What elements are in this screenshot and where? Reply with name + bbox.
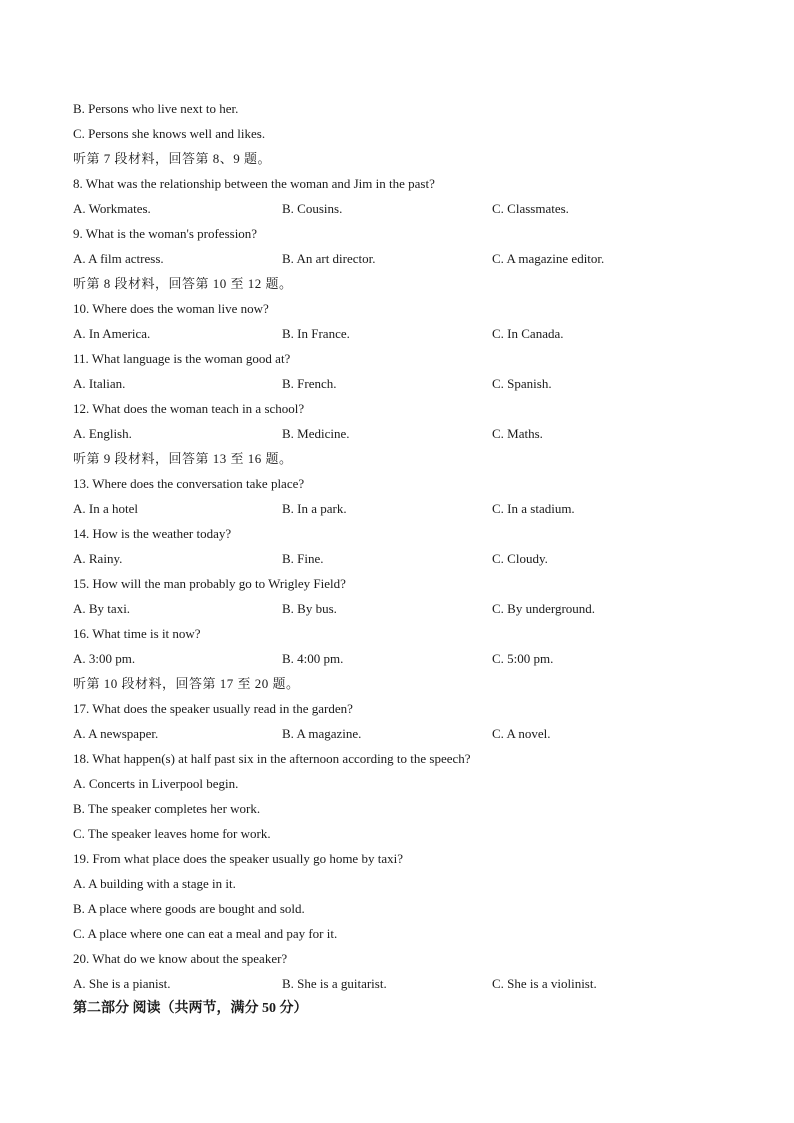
option-14c: C. Cloudy. — [492, 551, 548, 566]
option-15c: C. By underground. — [492, 601, 596, 616]
option-14b: B. Fine. — [282, 551, 324, 566]
options-9 — [73, 249, 753, 274]
option-8a: A. Workmates. — [73, 201, 151, 216]
question-14: 14. How is the weather today? — [73, 526, 232, 541]
instruction-section-8: 听第 8 段材料，回答第 10 至 12 题。 — [73, 276, 293, 291]
options-20 — [73, 974, 753, 999]
option-17b: B. A magazine. — [282, 726, 362, 741]
option-12c: C. Maths. — [492, 426, 543, 441]
option-13b: B. In a park. — [282, 501, 347, 516]
option-8b: B. Cousins. — [282, 201, 343, 216]
option-12a: A. English. — [73, 426, 132, 441]
option-9b: B. An art director. — [282, 251, 376, 266]
question-12: 12. What does the woman teach in a school? — [73, 401, 305, 416]
option-12b: B. Medicine. — [282, 426, 350, 441]
instruction-section-7: 听第 7 段材料，回答第 8、9 题。 — [73, 151, 272, 166]
option-16c: C. 5:00 pm. — [492, 651, 554, 666]
option-7c: C. Persons she knows well and likes. — [73, 126, 266, 141]
exam-page — [73, 99, 753, 1024]
option-17a: A. A newspaper. — [73, 726, 159, 741]
options-16 — [73, 649, 753, 674]
option-11b: B. French. — [282, 376, 337, 391]
option-13a: A. In a hotel — [73, 501, 138, 516]
question-17: 17. What does the speaker usually read in the garden? — [73, 701, 353, 716]
option-20b: B. She is a guitarist. — [282, 976, 387, 991]
option-16a: A. 3:00 pm. — [73, 651, 136, 666]
option-15b: B. By bus. — [282, 601, 337, 616]
option-10b: B. In France. — [282, 326, 350, 341]
option-17c: C. A novel. — [492, 726, 551, 741]
section-2-heading: 第二部分 阅读（共两节，满分 50 分） — [73, 1001, 308, 1016]
option-11a: A. Italian. — [73, 376, 126, 391]
option-19b: B. A place where goods are bought and sold. — [73, 901, 305, 916]
options-15 — [73, 599, 753, 624]
option-20a: A. She is a pianist. — [73, 976, 171, 991]
option-19a: A. A building with a stage in it. — [73, 876, 236, 891]
option-13c: C. In a stadium. — [492, 501, 575, 516]
option-18c: C. The speaker leaves home for work. — [73, 826, 271, 841]
question-10: 10. Where does the woman live now? — [73, 301, 269, 316]
option-15a: A. By taxi. — [73, 601, 131, 616]
options-12 — [73, 424, 753, 449]
question-9: 9. What is the woman's profession? — [73, 226, 258, 241]
option-7b: B. Persons who live next to her. — [73, 101, 239, 116]
option-10a: A. In America. — [73, 326, 151, 341]
option-10c: C. In Canada. — [492, 326, 564, 341]
options-14 — [73, 549, 753, 574]
question-11: 11. What language is the woman good at? — [73, 351, 291, 366]
option-19c: C. A place where one can eat a meal and pay for it. — [73, 926, 338, 941]
instruction-section-10: 听第 10 段材料，回答第 17 至 20 题。 — [73, 676, 300, 691]
question-20: 20. What do we know about the speaker? — [73, 951, 288, 966]
instruction-section-9: 听第 9 段材料，回答第 13 至 16 题。 — [73, 451, 293, 466]
question-18: 18. What happen(s) at half past six in the afternoon according to the speech? — [73, 751, 471, 766]
option-16b: B. 4:00 pm. — [282, 651, 344, 666]
option-18a: A. Concerts in Liverpool begin. — [73, 776, 239, 791]
option-20c: C. She is a violinist. — [492, 976, 597, 991]
options-10 — [73, 324, 753, 349]
options-11 — [73, 374, 753, 399]
option-14a: A. Rainy. — [73, 551, 123, 566]
question-15: 15. How will the man probably go to Wrigley Field? — [73, 576, 346, 591]
options-17 — [73, 724, 753, 749]
options-13 — [73, 499, 753, 524]
option-9c: C. A magazine editor. — [492, 251, 605, 266]
option-11c: C. Spanish. — [492, 376, 552, 391]
option-9a: A. A film actress. — [73, 251, 164, 266]
question-8: 8. What was the relationship between the woman and Jim in the past? — [73, 176, 435, 191]
question-13: 13. Where does the conversation take place? — [73, 476, 305, 491]
option-18b: B. The speaker completes her work. — [73, 801, 261, 816]
question-16: 16. What time is it now? — [73, 626, 201, 641]
option-8c: C. Classmates. — [492, 201, 569, 216]
options-8 — [73, 199, 753, 224]
question-19: 19. From what place does the speaker usually go home by taxi? — [73, 851, 403, 866]
